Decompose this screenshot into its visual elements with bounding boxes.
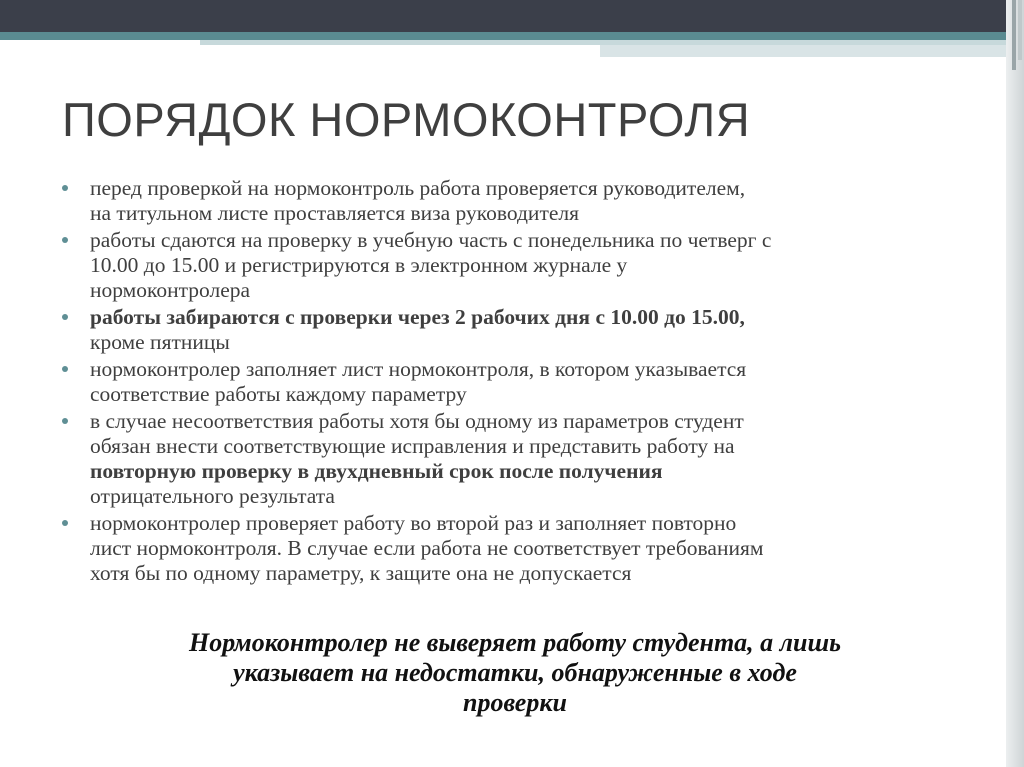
slide-title: ПОРЯДОК НОРМОКОНТРОЛЯ (62, 93, 751, 146)
bullet-text: работы сдаются на проверку в учебную часть с понедельника по четверг с (90, 228, 772, 252)
header-band-accent (600, 45, 1010, 57)
bullet-dot-icon (62, 237, 68, 243)
bullet-text: кроме пятницы (90, 330, 230, 354)
bullet-text-bold: работы забираются с проверки через 2 рабочих дня с 10.00 до 15.00, (90, 305, 745, 329)
header-band-teal (0, 32, 1010, 40)
bullet-text: нормоконтролер проверяет работу во второй раз и заполняет повторно (90, 511, 737, 535)
bullet-text: в случае несоответствия работы хотя бы одному из параметров студент (90, 409, 744, 433)
bullet-text: на титульном листе проставляется виза руководителя (90, 201, 579, 225)
bullet-dot-icon (62, 314, 68, 320)
bullet-text: обязан внести соответствующие исправления и представить работу на (90, 434, 735, 458)
bullet-dot-icon (62, 520, 68, 526)
header-band-dark (0, 0, 1024, 32)
right-edge-stripe-light (1018, 0, 1022, 60)
bullet-item (62, 409, 992, 509)
bullet-text: хотя бы по одному параметру, к защите она не допускается (90, 561, 632, 585)
bullet-text: лист нормоконтроля. В случае если работа не соответствует требованиям (90, 536, 764, 560)
bullet-dot-icon (62, 185, 68, 191)
bullet-item (62, 511, 992, 586)
bullet-text: отрицательного результата (90, 484, 335, 508)
bullet-item (62, 176, 992, 226)
conclusion-text (40, 628, 990, 718)
right-edge-border (1006, 0, 1024, 767)
bullet-text: нормоконтролер заполняет лист нормоконтроля, в котором указывается (90, 357, 747, 381)
bullet-dot-icon (62, 366, 68, 372)
bullet-list (62, 176, 992, 588)
conclusion-line: указывает на недостатки, обнаруженные в ходе (233, 658, 797, 687)
bullet-item (62, 357, 992, 407)
bullet-text: нормоконтролера (90, 278, 251, 302)
conclusion-line: Нормоконтролер не выверяет работу студента, а лишь (188, 628, 842, 657)
conclusion-line: проверки (463, 688, 567, 717)
right-edge-stripe (1012, 0, 1016, 70)
bullet-item (62, 305, 992, 355)
bullet-text: 10.00 до 15.00 и регистрируются в электронном журнале у (90, 253, 628, 277)
bullet-dot-icon (62, 418, 68, 424)
bullet-text-bold: повторную проверку в двухдневный срок после получения (90, 459, 663, 483)
bullet-text: перед проверкой на нормоконтроль работа проверяется руководителем, (90, 176, 746, 200)
bullet-item (62, 228, 992, 303)
bullet-text: соответствие работы каждому параметру (90, 382, 467, 406)
